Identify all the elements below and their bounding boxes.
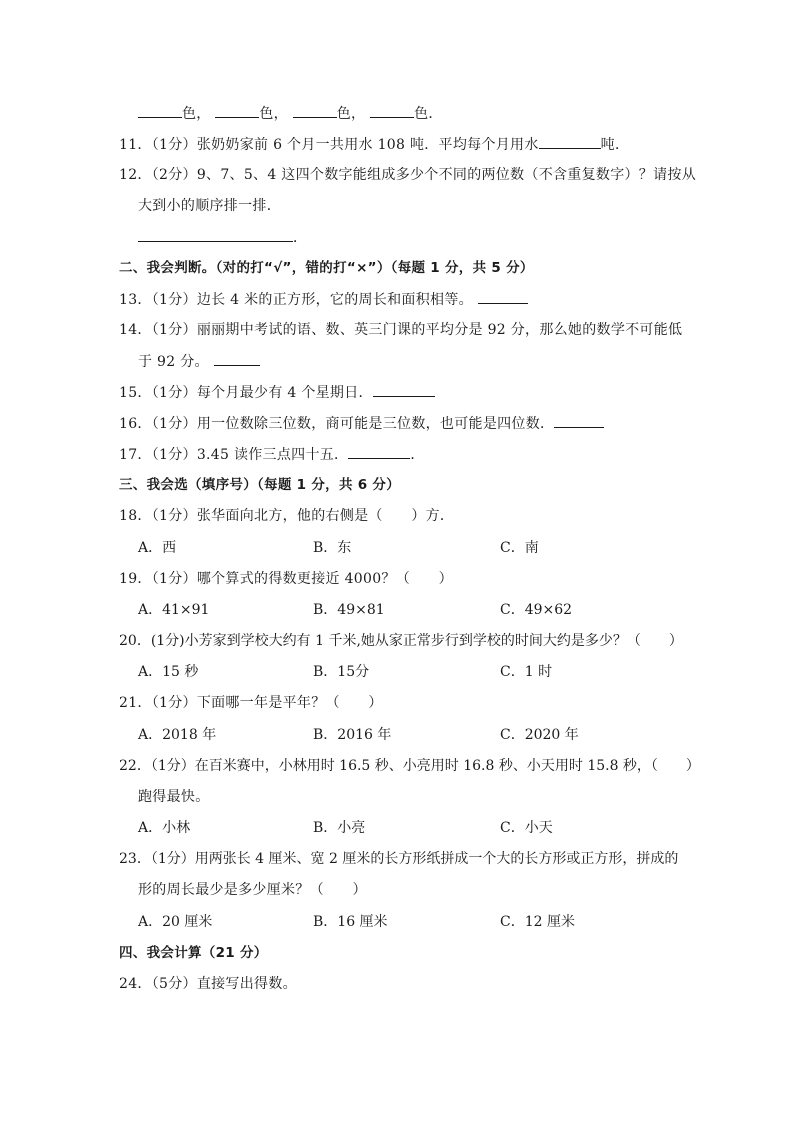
question-13: 13．（1分）边长 4 米的正方形，它的周长和面积相等。 xyxy=(119,289,528,310)
option-b[interactable]: B．东 xyxy=(313,540,352,556)
question-14-line1: 14．（1分）丽丽期中考试的语、数、英三门课的平均分是 92 分，那么她的数学不可能低 xyxy=(119,322,683,338)
answer-blank[interactable] xyxy=(215,103,259,118)
option-a[interactable]: A．15 秒 xyxy=(138,664,199,680)
option-a[interactable]: A．2018 年 xyxy=(138,727,217,743)
question-16: 16．（1分）用一位数除三位数，商可能是三位数，也可能是四位数． xyxy=(119,413,604,434)
question-12-answer: ． xyxy=(138,227,307,248)
option-b[interactable]: B．15分 xyxy=(313,664,370,680)
question-17: 17．（1分）3.45 读作三点四十五． ． xyxy=(119,444,425,465)
question-24: 24．（5分）直接写出得数。 xyxy=(119,976,297,992)
answer-blank[interactable] xyxy=(478,289,528,304)
option-b[interactable]: B．49×81 xyxy=(313,602,385,618)
section-heading-choose: 三、我会选（填序号）（每题 1 分，共 6 分） xyxy=(119,477,401,493)
answer-blank[interactable] xyxy=(370,103,414,118)
option-b[interactable]: B．2016 年 xyxy=(313,727,392,743)
option-c[interactable]: C．南 xyxy=(500,540,539,556)
option-b[interactable]: B．小亮 xyxy=(313,820,366,836)
question-22-line1: 22．（1分）在百米赛中，小林用时 16.5 秒、小亮用时 16.8 秒、小天用时 15.8 秒，（ ） xyxy=(119,758,700,774)
section-heading-calculate: 四、我会计算（21 分） xyxy=(119,945,268,961)
option-a[interactable]: A．41×91 xyxy=(138,602,210,618)
answer-blank[interactable] xyxy=(554,413,604,428)
question-11: 11．（1分）张奶奶家前 6 个月一共用水 108 吨．平均每个月用水 吨． xyxy=(119,134,629,155)
question-22-line2: 跑得最快。 xyxy=(138,789,210,805)
answer-blank[interactable] xyxy=(348,444,410,459)
answer-blank[interactable] xyxy=(214,351,260,366)
option-c[interactable]: C．2020 年 xyxy=(500,727,579,743)
answer-blank[interactable] xyxy=(138,103,182,118)
question-20: 20．(1分)小芳家到学校大约有 1 千米,她从家正常步行到学校的时间大约是多少？（ ） xyxy=(119,633,683,649)
question-12-line1: 12．（2分）9、7、5、4 这四个数字能组成多少个不同的两位数（不含重复数字）？请按从 xyxy=(119,167,696,183)
question-19: 19．（1分）哪个算式的得数更接近 4000？（ ） xyxy=(119,571,453,587)
answer-blank[interactable] xyxy=(293,103,337,118)
question-18: 18．（1分）张华面向北方，他的右侧是（ ）方． xyxy=(119,508,455,524)
option-a[interactable]: A．西 xyxy=(138,540,177,556)
option-c[interactable]: C．49×62 xyxy=(500,602,573,618)
question-23-line2: 形的周长最少是多少厘米？（ ） xyxy=(138,882,367,898)
question-12-line2: 大到小的顺序排一排． xyxy=(138,198,281,214)
section-heading-judge: 二、我会判断。（对的打“√”，错的打“×”）（每题 1 分，共 5 分） xyxy=(119,260,534,276)
q10-continuation: 色， 色， 色， 色． xyxy=(138,103,443,124)
question-23-line1: 23．（1分）用两张长 4 厘米、宽 2 厘米的长方形纸拼成一个大的长方形或正方形，拼成的 xyxy=(119,851,679,867)
question-15: 15．（1分）每个月最少有 4 个星期日． xyxy=(119,382,435,403)
question-14-line2: 于 92 分。 xyxy=(138,351,260,372)
option-c[interactable]: C．小天 xyxy=(500,820,553,836)
option-b[interactable]: B．16 厘米 xyxy=(313,914,388,930)
option-a[interactable]: A．小林 xyxy=(138,820,191,836)
answer-blank[interactable] xyxy=(138,227,293,242)
option-a[interactable]: A．20 厘米 xyxy=(138,914,213,930)
answer-blank[interactable] xyxy=(539,134,601,149)
option-c[interactable]: C．12 厘米 xyxy=(500,914,575,930)
question-21: 21．（1分）下面哪一年是平年？（ ） xyxy=(119,695,383,711)
option-c[interactable]: C．1 时 xyxy=(500,664,553,680)
answer-blank[interactable] xyxy=(373,382,435,397)
